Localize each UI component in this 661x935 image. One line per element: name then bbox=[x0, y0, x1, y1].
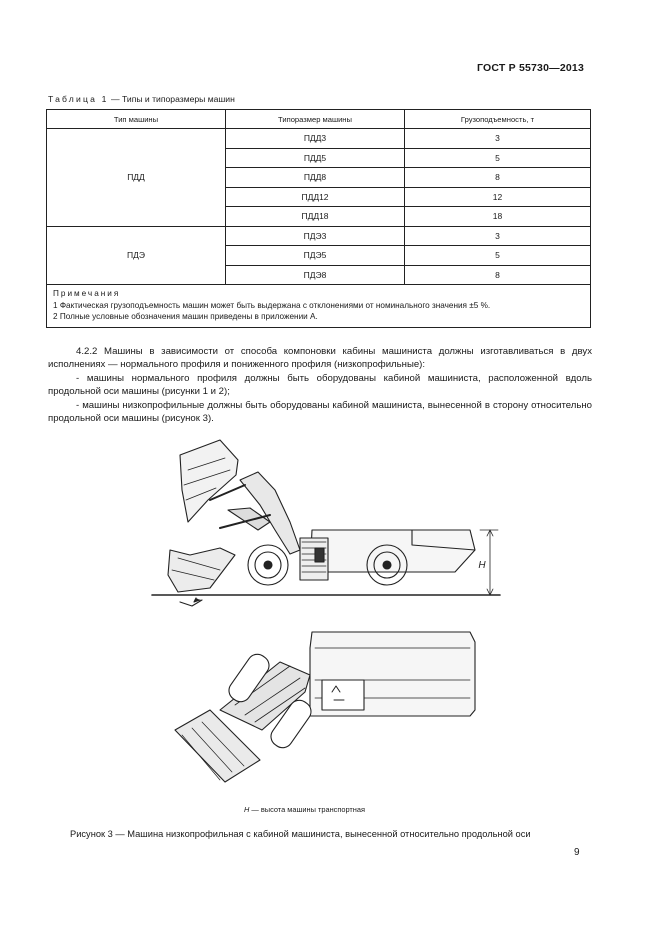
table-caption bbox=[48, 94, 235, 104]
size-cell: ПДД3 bbox=[226, 129, 405, 149]
size-cell: ПДД18 bbox=[226, 207, 405, 227]
column-header-type: Тип машины bbox=[47, 110, 226, 129]
note-item: 2 Полные условные обозначения машин приведены в приложении А. bbox=[53, 312, 318, 321]
table-row bbox=[47, 226, 591, 246]
figure-note-symbol: H bbox=[244, 805, 250, 814]
standard-code: ГОСТ Р 55730—2013 bbox=[476, 62, 584, 74]
figure-note bbox=[244, 805, 365, 814]
bucket-lowered bbox=[168, 548, 235, 592]
table-caption-text: — Типы и типоразмеры машин bbox=[108, 94, 235, 104]
machine-body bbox=[310, 530, 475, 572]
note-item: 1 Фактическая грузоподъемность машин может быть выдержана с отклонениями от номинального значения ±5 %. bbox=[53, 300, 491, 310]
paragraph: - машины низкопрофильные должны быть оборудованы кабиной машиниста, вынесенной в сторону относительно продольной оси машины (рисунок 3). bbox=[48, 399, 592, 425]
size-cell: ПДЭ5 bbox=[226, 246, 405, 266]
capacity-cell: 8 bbox=[405, 168, 591, 188]
body-text bbox=[48, 345, 592, 425]
capacity-cell: 5 bbox=[405, 148, 591, 168]
capacity-cell: 5 bbox=[405, 246, 591, 266]
size-cell: ПДЭ3 bbox=[226, 226, 405, 246]
size-cell: ПДД12 bbox=[226, 187, 405, 207]
figure-note-text: — высота машины транспортная bbox=[249, 805, 365, 814]
side-view bbox=[152, 440, 500, 606]
capacity-cell: 3 bbox=[405, 129, 591, 149]
column-header-size: Типоразмер машины bbox=[226, 110, 405, 129]
capacity-cell: 12 bbox=[405, 187, 591, 207]
cabin-panel bbox=[315, 548, 324, 562]
table-caption-label: Таблица 1 bbox=[48, 94, 109, 104]
figure-caption: Рисунок 3 — Машина низкопрофильная с кабиной машиниста, вынесенной относительно продольной оси bbox=[70, 829, 531, 839]
column-header-capacity: Грузоподъемность, т bbox=[405, 110, 591, 129]
type-cell: ПДД bbox=[47, 129, 226, 227]
capacity-cell: 18 bbox=[405, 207, 591, 227]
notes-title: Примечания bbox=[53, 289, 121, 298]
cabin-top bbox=[322, 680, 364, 710]
table-header-row bbox=[47, 110, 591, 129]
page-number: 9 bbox=[574, 847, 580, 858]
size-cell: ПДД5 bbox=[226, 148, 405, 168]
capacity-cell: 8 bbox=[405, 265, 591, 285]
size-cell: ПДЭ8 bbox=[226, 265, 405, 285]
top-view bbox=[175, 632, 475, 782]
table-notes-row bbox=[47, 285, 591, 328]
table-notes bbox=[47, 285, 591, 328]
type-cell: ПДЭ bbox=[47, 226, 226, 285]
table-row bbox=[47, 129, 591, 149]
machine-types-table bbox=[46, 109, 591, 328]
low-profile-machine-drawing bbox=[150, 430, 510, 790]
size-cell: ПДД8 bbox=[226, 168, 405, 188]
height-dimension-label: H bbox=[478, 560, 486, 571]
paragraph: - машины нормального профиля должны быть оборудованы кабиной машиниста, расположенной вдоль продольной оси машины (рисунки 1 и 2); bbox=[48, 372, 592, 398]
capacity-cell: 3 bbox=[405, 226, 591, 246]
paragraph: 4.2.2 Машины в зависимости от способа компоновки кабины машиниста должны изготавливаться в двух исполнениях — нормального профиля и пониженного профиля (низкопрофильные): bbox=[48, 346, 592, 371]
